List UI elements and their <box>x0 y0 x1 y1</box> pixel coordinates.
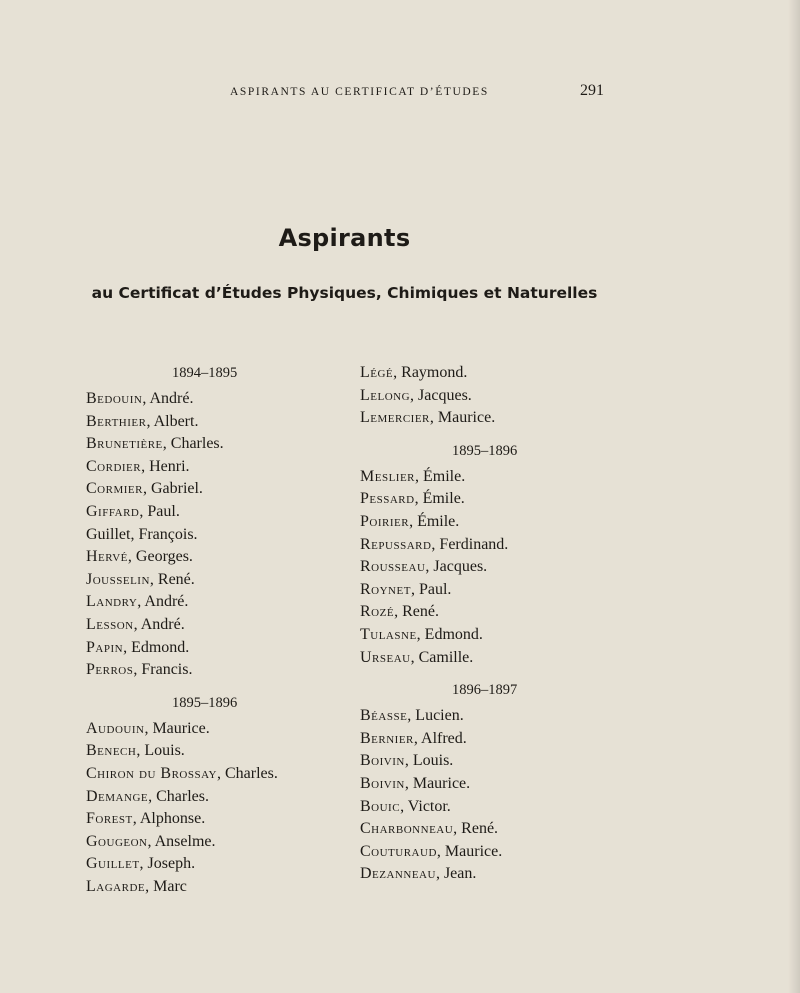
name-entry <box>360 362 600 385</box>
name-entry <box>86 411 346 434</box>
page-number: 291 <box>580 82 604 99</box>
given-name: , Gabriel. <box>142 480 203 498</box>
name-entry <box>360 579 600 602</box>
given-name: , Charles. <box>216 764 278 782</box>
surname: Lemercier <box>360 409 430 427</box>
given-name: , Georges. <box>127 548 193 566</box>
given-name: , René. <box>453 820 499 838</box>
surname: Chiron du Brossay <box>86 764 217 782</box>
given-name: , Francis. <box>133 661 193 679</box>
surname: Béasse <box>360 707 408 725</box>
given-name: , Anselme. <box>147 832 216 850</box>
surname: Guillet <box>86 855 140 873</box>
name-entry <box>86 718 346 741</box>
name-entry <box>86 433 346 456</box>
name-entry <box>86 614 346 637</box>
surname: Benech <box>86 742 137 760</box>
surname: Roynet <box>360 580 411 598</box>
given-name: , André. <box>142 390 194 407</box>
surname: Forest <box>86 810 133 828</box>
given-name: , Raymond. <box>393 364 468 381</box>
name-entry <box>86 659 346 682</box>
name-entry <box>86 876 346 899</box>
year-heading: 1894–1895 <box>172 365 238 381</box>
surname: Repussard <box>360 535 432 553</box>
name-entry <box>86 831 346 854</box>
name-entry <box>360 841 600 864</box>
name-entry <box>360 534 600 557</box>
surname: Tulasne <box>360 625 417 643</box>
surname: Meslier <box>360 467 416 485</box>
surname: Lelong <box>360 386 411 404</box>
surname: Hervé <box>86 548 128 566</box>
surname: Giffard <box>86 502 140 520</box>
name-entry <box>86 763 346 786</box>
name-entry <box>360 488 600 511</box>
surname: Gougeon <box>86 832 148 850</box>
right-column <box>360 362 600 886</box>
name-entry <box>360 818 600 841</box>
name-entry <box>360 728 600 751</box>
given-name: , Albert. <box>146 412 199 430</box>
surname: Lagarde <box>86 877 146 895</box>
name-entry <box>360 624 600 647</box>
name-entry <box>86 478 346 501</box>
given-name: , Charles. <box>148 787 209 805</box>
name-entry <box>86 388 346 411</box>
name-entry <box>86 786 346 809</box>
given-name: , Louis. <box>136 742 185 760</box>
surname: Boivin <box>360 752 405 770</box>
given-name: , Jean. <box>435 865 477 883</box>
section-spacer <box>360 430 600 440</box>
name-entry <box>86 546 346 569</box>
given-name: Guillet, François. <box>86 525 198 543</box>
surname: Bouic <box>360 797 401 815</box>
page-subtitle: au Certificat d’Études Physiques, Chimiques et Naturelles <box>91 284 598 302</box>
name-entry <box>86 591 346 614</box>
given-name: , Maurice. <box>144 719 210 737</box>
name-entry <box>86 501 346 524</box>
given-name: , Camille. <box>410 648 474 666</box>
surname: Légé <box>360 364 394 381</box>
given-name: , Jacques. <box>410 386 472 404</box>
given-name: , Paul. <box>410 580 452 598</box>
name-entry <box>360 385 600 408</box>
given-name: , Maurice. <box>404 774 471 792</box>
surname: Landry <box>86 593 138 611</box>
name-entry <box>360 466 600 489</box>
section-spacer <box>86 682 346 692</box>
surname: Rozé <box>360 603 395 621</box>
given-name: , Lucien. <box>407 707 464 725</box>
surname: Charbonneau <box>360 820 454 838</box>
name-entry <box>360 601 600 624</box>
given-name: , Émile. <box>414 490 465 508</box>
name-entry <box>360 796 600 819</box>
surname: Perros <box>86 661 134 679</box>
page-title: Aspirants <box>278 224 411 252</box>
surname: Brunetière <box>86 435 163 453</box>
page-edge-shadow <box>788 0 800 993</box>
given-name: , Jacques. <box>425 558 488 576</box>
given-name: , Victor. <box>400 797 451 815</box>
section-spacer <box>360 669 600 679</box>
left-column <box>86 362 346 898</box>
surname: Bernier <box>360 729 414 747</box>
name-entry <box>360 511 600 534</box>
name-entry <box>86 853 346 876</box>
given-name: , Henri. <box>141 457 190 475</box>
name-entry <box>86 524 346 547</box>
name-entry <box>360 750 600 773</box>
year-heading: 1895–1896 <box>172 694 238 711</box>
name-entry <box>360 556 600 579</box>
name-entry <box>86 456 346 479</box>
given-name: , Marc <box>145 877 187 895</box>
given-name: , Émile. <box>409 512 460 530</box>
surname: Demange <box>86 787 149 805</box>
given-name: , René. <box>394 603 439 621</box>
surname: Pessard <box>360 490 415 508</box>
surname: Poirier <box>360 512 410 530</box>
name-entry <box>360 863 600 886</box>
year-heading: 1895–1896 <box>452 442 518 459</box>
surname: Berthier <box>86 412 147 430</box>
given-name: , Joseph. <box>139 855 196 873</box>
name-entry <box>86 808 346 831</box>
given-name: , Maurice. <box>429 409 496 427</box>
surname: Boivin <box>360 774 405 792</box>
year-heading: 1896–1897 <box>452 682 518 699</box>
surname: Cormier <box>86 480 143 498</box>
given-name: , Louis. <box>404 752 454 770</box>
surname: Couturaud <box>360 842 437 860</box>
surname: Dezanneau <box>360 865 436 883</box>
given-name: , Alphonse. <box>132 810 206 828</box>
given-name: , André. <box>137 593 189 611</box>
given-name: , Edmond. <box>416 625 483 643</box>
name-entry <box>360 773 600 796</box>
running-head: ASPIRANTS AU CERTIFICAT D’ÉTUDES <box>230 86 489 98</box>
surname: Rousseau <box>360 558 426 576</box>
surname: Bedouin <box>86 390 143 407</box>
name-entry <box>86 569 346 592</box>
given-name: , Ferdinand. <box>431 535 509 553</box>
given-name: , André. <box>133 615 185 633</box>
surname: Jousselin <box>86 570 150 588</box>
surname: Cordier <box>86 457 142 475</box>
given-name: , Émile. <box>415 467 466 485</box>
name-entry <box>360 407 600 430</box>
given-name: , Charles. <box>162 435 224 453</box>
given-name: , Paul. <box>139 502 180 520</box>
name-entry <box>360 705 600 728</box>
name-entry <box>86 740 346 763</box>
name-entry <box>86 637 346 660</box>
surname: Lesson <box>86 615 134 633</box>
given-name: , Maurice. <box>436 842 503 860</box>
surname: Urseau <box>360 648 411 666</box>
given-name: , Edmond. <box>123 638 190 656</box>
given-name: , René. <box>149 570 195 588</box>
surname: Audouin <box>86 719 145 737</box>
surname: Papin <box>86 638 124 656</box>
given-name: , Alfred. <box>413 729 467 747</box>
name-entry <box>360 647 600 670</box>
